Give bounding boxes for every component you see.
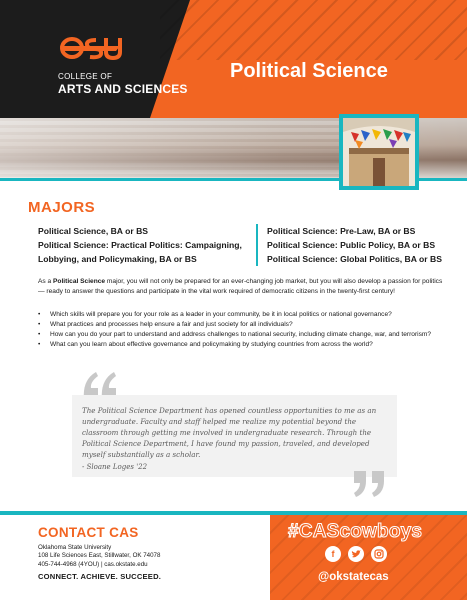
major-item: Lobbying, and Policymaking, BA or BS [38, 254, 197, 264]
instagram-camera-glyph [374, 549, 384, 559]
majors-heading: MAJORS [28, 199, 96, 216]
twitter-bird-glyph [351, 550, 361, 559]
social-handle[interactable]: @okstatecas [318, 571, 389, 583]
list-item: • Which skills will prepare you for your role as a leader in your community, be it in local politics or national governance? [38, 310, 443, 320]
intro-prefix: As a [38, 278, 54, 285]
close-quote-icon [352, 469, 388, 499]
facebook-icon[interactable]: f [325, 546, 341, 562]
hashtag: #CAScowboys [288, 521, 423, 542]
page-title: Political Science [230, 60, 388, 82]
intro-major-name: Political Science [53, 278, 106, 285]
osu-logo [58, 34, 122, 62]
instagram-icon[interactable] [371, 546, 387, 562]
header-stripe-texture [160, 0, 467, 60]
major-item: Political Science: Pre-Law, BA or BS [267, 226, 416, 236]
contact-heading: CONTACT CAS [38, 525, 139, 540]
testimonial-attribution: - Sloane Loges '22 [82, 463, 148, 471]
testimonial-text: The Political Science Department has opened countless opportunities to me as an undergraduate. Faculty and staff helped me realize my potential beyond the classroom through getting me involved in undergraduate research. Through the Political Science Department, I have found my passion, traveled, and developed myself substantially as a scholar. [82, 406, 377, 459]
majors-column-divider [256, 224, 258, 266]
twitter-icon[interactable] [348, 546, 364, 562]
college-label-large: ARTS AND SCIENCES [58, 82, 188, 96]
questions-list [38, 310, 443, 350]
flags-hall-photo [339, 114, 419, 190]
major-item: Political Science, BA or BS [38, 226, 149, 236]
contact-address: 108 Life Sciences East, Stillwater, OK 74078 [38, 552, 161, 559]
contact-phone-web[interactable]: 405-744-4968 (4YOU) | cas.okstate.edu [38, 561, 148, 568]
major-item: Political Science: Practical Politics: Campaigning, [38, 240, 242, 250]
header-banner [0, 0, 467, 118]
majors-right-column [267, 224, 457, 266]
intro-body: major, you will not only be prepared for an ever-changing job market, but you will also develop a passion for politics — ready to answer the questions and participate in the vital work required of democratic citizens in the twenty-first century! [38, 278, 443, 295]
list-item: • How can you do your part to understand and address challenges to national security, including climate change, war, and terrorism? [38, 330, 443, 340]
major-item: Political Science: Global Politics, BA or BS [267, 254, 442, 264]
tagline: CONNECT. ACHIEVE. SUCCEED. [38, 572, 162, 581]
list-item: • What practices and processes help ensure a fair and just society for all individuals? [38, 320, 443, 330]
list-item: • What can you learn about effective governance and policymaking by studying countries from across the world? [38, 340, 443, 350]
flags-hall-illustration [343, 118, 415, 186]
college-label-small: COLLEGE OF [58, 72, 113, 81]
intro-paragraph [38, 277, 443, 297]
contact-institution: Oklahoma State University [38, 544, 112, 551]
major-item: Political Science: Public Policy, BA or BS [267, 240, 436, 250]
majors-left-column [38, 224, 253, 266]
